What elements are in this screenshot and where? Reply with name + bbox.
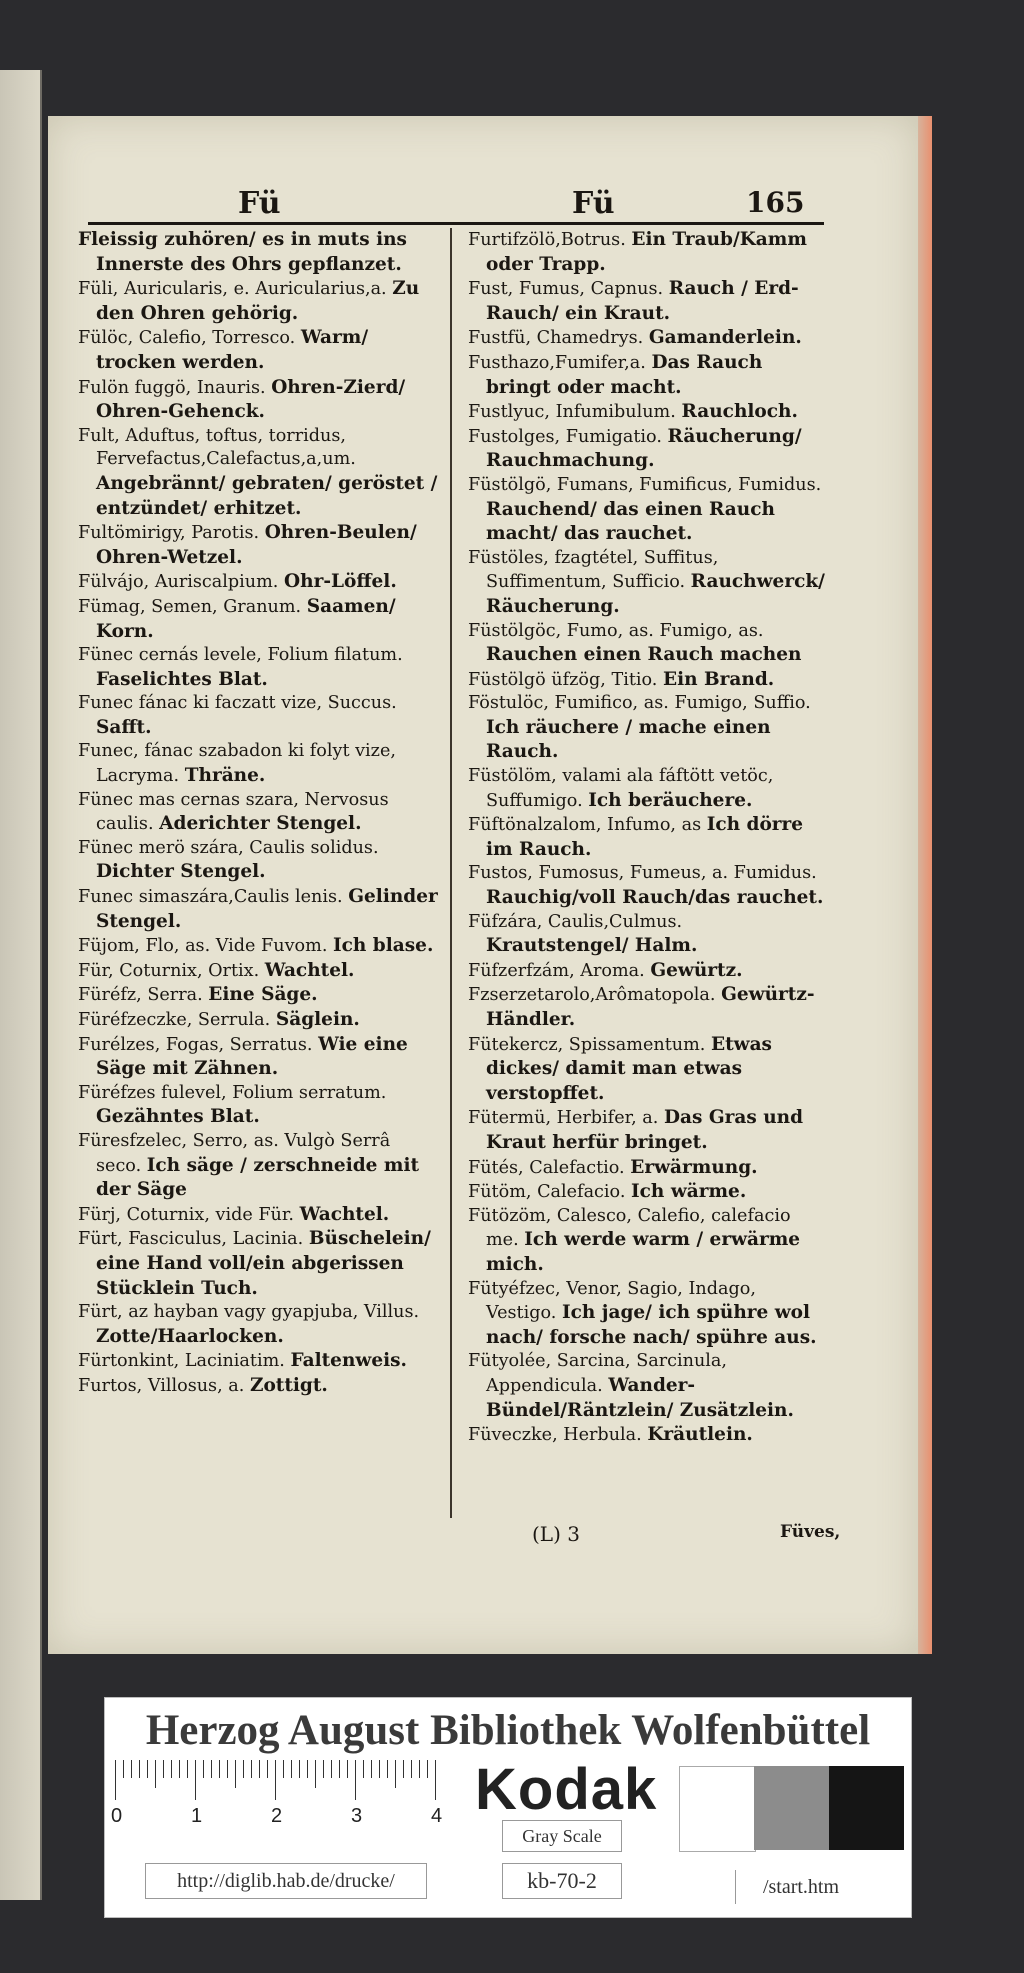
entry-german: Faselichtes Blat.: [96, 668, 268, 690]
ruler-tick: [227, 1760, 228, 1778]
dictionary-entry: [78, 959, 440, 984]
entry-latin: Füftönalzalom, Infumo, as: [468, 815, 707, 836]
ruler-tick: [187, 1760, 188, 1778]
entry-german: Rauchloch.: [681, 401, 798, 423]
header-left: Fü: [238, 186, 281, 221]
dictionary-entry: [468, 668, 828, 693]
ruler-tick: [283, 1760, 284, 1778]
dictionary-entry: [468, 351, 828, 400]
dictionary-entry: [78, 521, 440, 570]
entry-german: Zotte/Haarlocken.: [96, 1325, 284, 1347]
entry-german: Ich blase.: [333, 935, 434, 957]
ruler-tick: [179, 1760, 180, 1778]
entry-german: Thräne.: [184, 765, 266, 787]
entry-german: Ich jage/ ich spühre wol nach/ forsche nach/ spühre aus.: [486, 1302, 817, 1348]
ruler-tick: [339, 1760, 340, 1778]
entry-latin: Fünec mas cernas szara, Nervosus caulis.: [78, 789, 389, 835]
ruler-tick: [363, 1760, 364, 1778]
ruler-tick: [235, 1760, 236, 1788]
column-divider: [450, 228, 452, 1518]
dictionary-entry: [78, 1349, 440, 1374]
signature-mark: (L) 3: [532, 1522, 580, 1546]
entry-latin: Füfzerfzám, Aroma.: [468, 960, 651, 981]
entry-german: Safft.: [96, 716, 152, 738]
right-column: [468, 228, 828, 1448]
entry-latin: Füveczke, Herbula.: [468, 1425, 648, 1446]
dictionary-entry: [468, 474, 828, 547]
entry-latin: Fütöm, Calefacio.: [468, 1182, 632, 1203]
ruler-tick: [347, 1760, 348, 1778]
entry-german: Wander-Bündel/Räntzlein/ Zusätzlein.: [486, 1374, 794, 1421]
entry-latin: Füréfzeczke, Serrula.: [78, 1010, 276, 1030]
entry-german: Gewürtz-Händler.: [486, 984, 815, 1030]
dictionary-entry: [78, 789, 440, 837]
entry-latin: Funec fánac ki faczatt vize, Succus.: [78, 693, 397, 714]
dictionary-entry: [78, 425, 440, 521]
dictionary-entry: [468, 425, 828, 474]
entry-latin: Fütözöm, Calesco, Calefio, calefacio me.: [468, 1205, 791, 1251]
dictionary-entry: [468, 1033, 828, 1107]
black-swatch: [829, 1766, 904, 1850]
entry-german: Wachtel.: [299, 1203, 390, 1225]
dictionary-entry: [468, 813, 828, 862]
ruler-tick: [427, 1760, 428, 1778]
ruler-tick: [395, 1760, 396, 1788]
dictionary-entry: [78, 1301, 440, 1349]
entry-german: Fleissig zuhören/ es in muts ins Innerste des Ohrs gepflanzet.: [78, 229, 407, 275]
ruler-tick: [211, 1760, 212, 1778]
entry-german: Ich dörre im Rauch.: [486, 814, 804, 860]
entry-latin: Füstöles, fzagtétel, Suffitus, Suffimentum, Sufficio.: [468, 547, 719, 593]
entry-latin: Füréfz, Serra.: [78, 985, 209, 1006]
entry-german: Ich räuchere / mache einen Rauch.: [486, 716, 771, 763]
dictionary-entry: [78, 837, 440, 885]
entry-german: Rauch / Erd-Rauch/ ein Kraut.: [486, 278, 799, 324]
entry-german: Kräutlein.: [647, 1424, 753, 1446]
entry-latin: Fustfü, Chamedrys.: [468, 328, 649, 349]
entry-latin: Funec simaszára,Caulis lenis.: [78, 887, 349, 908]
entry-german: Rauchen einen Rauch machen: [486, 644, 802, 666]
ruler-tick: [291, 1760, 292, 1778]
dictionary-entry: [468, 326, 828, 351]
entry-german: Ich wärme.: [631, 1181, 747, 1203]
previous-page-edge: [0, 70, 42, 1900]
ruler-tick: [411, 1760, 412, 1778]
entry-german: Das Gras und Kraut herfür bringet.: [486, 1107, 804, 1153]
ruler-tick: [355, 1760, 356, 1800]
dictionary-entry: [78, 644, 440, 692]
ruler-number: 2: [271, 1805, 283, 1827]
entry-german: Wie eine Säge mit Zähnen.: [96, 1033, 408, 1080]
entry-german: Faltenweis.: [290, 1350, 407, 1372]
entry-latin: Fümag, Semen, Granum.: [78, 596, 307, 617]
entry-german: Eine Säge.: [208, 984, 318, 1006]
entry-german: Räucherung/ Rauchmachung.: [486, 425, 802, 472]
entry-latin: Fustlyuc, Infumibulum.: [468, 402, 682, 423]
page-fore-edge: [918, 116, 932, 1654]
entry-german: Ohren-Beulen/ Ohren-Wetzel.: [96, 522, 417, 568]
entry-latin: Fürt, az hayban vagy gyapjuba, Villus.: [78, 1302, 420, 1323]
entry-latin: Füli, Auricularis, e. Auricularius,a.: [78, 279, 393, 300]
ruler-tick: [275, 1760, 276, 1800]
entry-german: Säglein.: [275, 1009, 360, 1030]
page-number: 165: [746, 186, 805, 219]
entry-latin: Fütyolée, Sarcina, Sarcinula, Appendicula.: [468, 1351, 728, 1396]
entry-latin: Fütekercz, Spissamentum.: [468, 1034, 711, 1055]
entry-german: Etwas dickes/ damit man etwas verstopffet.: [486, 1033, 772, 1104]
entry-latin: Füjom, Flo, as. Vide Fuvom.: [78, 936, 333, 957]
ruler-number: 1: [191, 1805, 203, 1827]
header-center: Fü: [572, 186, 615, 221]
dictionary-entry: [468, 911, 828, 959]
dictionary-entry: [78, 326, 440, 375]
entry-latin: Fürtonkint, Laciniatim.: [78, 1351, 291, 1372]
entry-latin: Fütermü, Herbifer, a.: [468, 1108, 664, 1129]
calibration-target: [104, 1697, 912, 1918]
entry-latin: Fusthazo,Fumifer,a.: [468, 352, 652, 373]
entry-latin: Füfzára, Caulis,Culmus.: [468, 911, 683, 932]
entry-latin: Füstölgö üfzög, Titio.: [468, 669, 663, 690]
entry-latin: Furtifzölö,Botrus.: [468, 230, 632, 250]
entry-german: Ich säge / zerschneide mit der Säge: [96, 1154, 420, 1201]
entry-german: Wachtel.: [264, 959, 355, 981]
dictionary-entry: [468, 765, 828, 813]
entry-german: Gamanderlein.: [648, 327, 802, 349]
scale-ruler: [111, 1760, 449, 1826]
dictionary-entry: [78, 1082, 440, 1130]
dictionary-entry: [468, 400, 828, 425]
left-column: [78, 228, 440, 1399]
catchword: Füves,: [780, 1522, 841, 1542]
dictionary-entry: [468, 1423, 828, 1448]
entry-latin: Furtos, Villosus, a.: [78, 1375, 250, 1396]
ruler-tick: [387, 1760, 388, 1778]
entry-latin: Fustos, Fumosus, Fumeus, a. Fumidus.: [468, 863, 817, 884]
entry-german: Gezähntes Blat.: [96, 1106, 260, 1128]
entry-latin: Fütés, Calefactio.: [468, 1157, 631, 1178]
shelf-code: kb-70-2: [502, 1863, 622, 1899]
entry-german: Büschelein/ eine Hand voll/ein abgerissen Stücklein Tuch.: [96, 1228, 431, 1299]
ruler-tick: [203, 1760, 204, 1778]
dictionary-entry: [468, 228, 828, 277]
ruler-number: 0: [111, 1805, 123, 1827]
ruler-tick: [131, 1760, 132, 1778]
ruler-tick: [419, 1760, 420, 1778]
ruler-tick: [323, 1760, 324, 1778]
ruler-tick: [307, 1760, 308, 1778]
entry-latin: Füresfzelec, Serro, as. Vulgò Serrâ seco.: [78, 1130, 391, 1176]
dictionary-entry: [78, 1033, 440, 1082]
entry-german: Gewürtz.: [650, 959, 743, 981]
ruler-tick: [139, 1760, 140, 1778]
entry-german: Warm/ trocken werden.: [96, 327, 369, 373]
kodak-logo: Kodak: [475, 1757, 658, 1822]
ruler-tick: [331, 1760, 332, 1778]
entry-german: Gelinder Stengel.: [96, 886, 438, 932]
dictionary-entry: [468, 983, 828, 1032]
entry-german: Ein Traub/Kamm oder Trapp.: [486, 229, 807, 275]
entry-latin: Fust, Fumus, Capnus.: [468, 279, 669, 300]
ruler-tick: [147, 1760, 148, 1778]
entry-german: Erwärmung.: [630, 1156, 758, 1178]
gray-swatch: [754, 1766, 829, 1850]
entry-german: Ohr-Löffel.: [284, 571, 397, 593]
entry-latin: Fünec merö szára, Caulis solidus.: [78, 837, 379, 858]
dictionary-entry: [78, 228, 440, 277]
ruler-tick: [259, 1760, 260, 1778]
dictionary-entry: [78, 1130, 440, 1203]
source-url: http://diglib.hab.de/drucke/: [145, 1863, 427, 1899]
ruler-tick: [435, 1760, 436, 1800]
dictionary-entry: [78, 595, 440, 644]
dictionary-entry: [468, 862, 828, 910]
entry-german: Ich beräuchere.: [588, 789, 753, 811]
entry-german: Saamen/ Korn.: [96, 595, 396, 642]
entry-latin: Füstölöm, valami ala fáftött vetöc, Suffumigo.: [468, 766, 774, 811]
ruler-tick: [315, 1760, 316, 1788]
dictionary-entry: [468, 1180, 828, 1205]
entry-german: Angebrännt/ gebraten/ geröstet / entzündet/ erhitzet.: [96, 472, 438, 519]
dictionary-entry: [468, 277, 828, 326]
dictionary-entry: [468, 1106, 828, 1155]
ruler-tick: [219, 1760, 220, 1778]
dictionary-entry: [468, 1350, 828, 1423]
ruler-tick: [267, 1760, 268, 1778]
entry-german: Dichter Stengel.: [96, 861, 266, 883]
entry-german: Ein Brand.: [662, 668, 775, 690]
dictionary-entry: [468, 620, 828, 668]
ruler-number: 3: [351, 1805, 363, 1827]
entry-latin: Für, Coturnix, Ortix.: [78, 960, 265, 981]
entry-latin: Funec, fánac szabadon ki folyt vize, Lacryma.: [78, 741, 396, 787]
ruler-tick: [171, 1760, 172, 1778]
entry-latin: Fülöc, Calefio, Torresco.: [78, 328, 301, 349]
entry-latin: Furélzes, Fogas, Serratus.: [78, 1034, 319, 1055]
start-path: /start.htm: [735, 1870, 866, 1904]
entry-latin: Föstulöc, Fumifico, as. Fumigo, Suffio.: [468, 693, 811, 714]
white-swatch: [679, 1766, 756, 1852]
ruler-tick: [379, 1760, 380, 1778]
entry-latin: Fürj, Coturnix, vide Für.: [78, 1204, 300, 1225]
dictionary-entry: [78, 1008, 440, 1033]
dictionary-entry: [78, 1374, 440, 1399]
entry-german: Rauchig/voll Rauch/das rauchet.: [486, 887, 824, 909]
dictionary-entry: [468, 959, 828, 984]
ruler-tick: [299, 1760, 300, 1778]
dictionary-entry: [78, 570, 440, 595]
ruler-tick: [163, 1760, 164, 1778]
entry-german: Rauchend/ das einen Rauch macht/ das rauchet.: [486, 498, 775, 545]
ruler-tick: [243, 1760, 244, 1778]
library-name: Herzog August Bibliothek Wolfenbüttel: [145, 1707, 871, 1754]
dictionary-entry: [468, 547, 828, 620]
gray-scale-label: Gray Scale: [502, 1820, 622, 1852]
entry-german: Das Rauch bringt oder macht.: [486, 351, 763, 398]
dictionary-entry: [78, 934, 440, 959]
dictionary-entry: [468, 1156, 828, 1181]
entry-german: Zu den Ohren gehörig.: [96, 278, 420, 324]
entry-latin: Füréfzes fulevel, Folium serratum.: [78, 1082, 387, 1103]
entry-latin: Fustolges, Fumigatio.: [468, 426, 668, 447]
ruler-tick: [115, 1760, 116, 1800]
entry-latin: Füstölgö, Fumans, Fumificus, Fumidus.: [468, 474, 822, 495]
dictionary-entry: [78, 1203, 440, 1228]
entry-german: Rauchwerck/ Räucherung.: [486, 571, 825, 617]
entry-latin: Fultömirigy, Parotis.: [78, 523, 265, 544]
entry-latin: Füstölgöc, Fumo, as. Fumigo, as.: [468, 620, 764, 641]
ruler-tick: [403, 1760, 404, 1778]
entry-latin: Fult, Aduftus, toftus, torridus, Fervefactus,Calefactus,a,um.: [78, 425, 356, 470]
entry-german: Zottigt.: [249, 1374, 328, 1396]
entry-latin: Fülvájo, Auriscalpium.: [78, 572, 284, 593]
dictionary-entry: [468, 692, 828, 765]
entry-latin: Fzserzetarolo,Arômatopola.: [468, 985, 722, 1006]
dictionary-entry: [78, 692, 440, 740]
dictionary-entry: [78, 885, 440, 934]
dictionary-entry: [468, 1278, 828, 1351]
ruler-tick: [123, 1760, 124, 1778]
entry-latin: Fulön fuggö, Inauris.: [78, 377, 272, 398]
ruler-tick: [251, 1760, 252, 1778]
entry-german: Aderichter Stengel.: [159, 813, 362, 835]
dictionary-entry: [78, 1227, 440, 1301]
entry-latin: Fürt, Fasciculus, Lacinia.: [78, 1229, 309, 1250]
entry-latin: Fütyéfzec, Venor, Sagio, Indago, Vestigo.: [468, 1278, 756, 1324]
entry-german: Krautstengel/ Halm.: [486, 935, 698, 957]
ruler-tick: [155, 1760, 156, 1788]
dictionary-entry: [78, 740, 440, 788]
entry-german: Ich werde warm / erwärme mich.: [486, 1229, 801, 1275]
dictionary-entry: [78, 983, 440, 1008]
entry-latin: Fünec cernás levele, Folium filatum.: [78, 645, 403, 666]
dictionary-entry: [78, 376, 440, 425]
ruler-number: 4: [431, 1805, 443, 1827]
header-rule: [88, 222, 824, 225]
dictionary-entry: [468, 1205, 828, 1278]
dictionary-entry: [78, 277, 440, 326]
ruler-tick: [371, 1760, 372, 1778]
ruler-tick: [195, 1760, 196, 1800]
entry-german: Ohren-Zierd/ Ohren-Gehenck.: [96, 376, 406, 423]
